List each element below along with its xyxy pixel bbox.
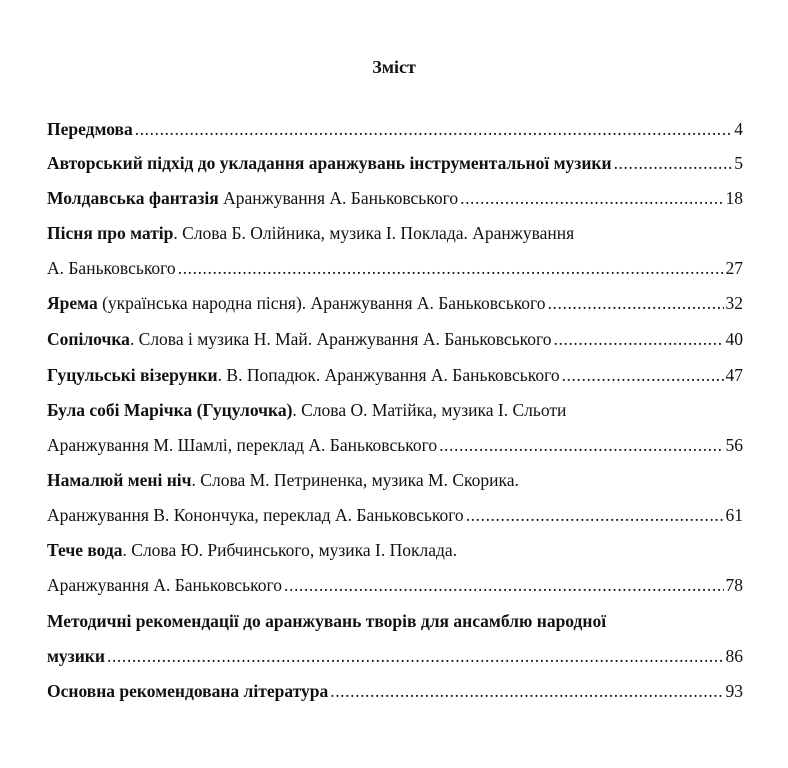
toc-page-number: 32 — [725, 293, 743, 313]
dot-leader — [439, 434, 723, 456]
toc-entry-title: Передмова — [47, 119, 133, 139]
toc-page-number: 61 — [725, 505, 743, 525]
toc-entry-11 — [47, 610, 743, 632]
toc-entry-1 — [47, 118, 743, 140]
toc-entry-10-cont — [47, 574, 743, 596]
toc-entry-title: Основна рекомендована література — [47, 681, 329, 701]
toc-entry-4 — [47, 222, 743, 244]
dot-leader — [284, 574, 724, 596]
dot-leader — [178, 257, 724, 279]
toc-page-number: 78 — [725, 575, 743, 595]
toc-page-number: 5 — [734, 153, 743, 173]
toc-entry-title: Гуцульські візерунки. В. Попадюк. Аранжування А. Баньковського — [47, 365, 560, 385]
toc-entry-continuation: А. Баньковського — [47, 258, 176, 278]
toc-entry-title: Була собі Марічка (Гуцулочка). Слова О. Матійка, музика І. Сльоти — [47, 400, 567, 420]
toc-entry-title: Намалюй мені ніч. Слова М. Петриненка, музика М. Скорика. — [47, 470, 519, 490]
toc-entry-title: Сопілочка. Слова і музика Н. Май. Аранжування А. Баньковського — [47, 329, 552, 349]
toc-entry-5 — [47, 292, 743, 314]
toc-page-number: 18 — [725, 188, 743, 208]
toc-page-number: 93 — [725, 681, 743, 701]
toc-entry-4-cont — [47, 257, 743, 279]
dot-leader — [135, 118, 733, 140]
toc-entry-title: Ярема (українська народна пісня). Аранжування А. Баньковського — [47, 293, 546, 313]
toc-entry-title: Методичні рекомендації до аранжувань творів для ансамблю народної — [47, 611, 607, 631]
dot-leader — [107, 645, 724, 667]
dot-leader — [614, 152, 733, 174]
page-title: Зміст — [372, 57, 416, 77]
toc-entry-10 — [47, 539, 743, 561]
toc-entry-6 — [47, 328, 743, 350]
dot-leader — [562, 364, 724, 386]
toc-entry-title: Пісня про матір. Слова Б. Олійника, музика І. Поклада. Аранжування — [47, 223, 575, 243]
toc-page-number: 27 — [725, 258, 743, 278]
toc-entry-continuation: Аранжування В. Конончука, переклад А. Баньковського — [47, 505, 464, 525]
toc-entry-9-cont — [47, 504, 743, 526]
toc-entry-11-cont — [47, 645, 743, 667]
toc-entry-continuation: Аранжування А. Баньковського — [47, 575, 282, 595]
toc-entry-7 — [47, 364, 743, 386]
toc-entry-9 — [47, 469, 743, 491]
toc-entry-continuation: музики — [47, 646, 105, 666]
toc-page-number: 40 — [725, 329, 743, 349]
toc-page-number: 86 — [725, 646, 743, 666]
dot-leader — [330, 680, 723, 702]
toc-entry-title: Тече вода. Слова Ю. Рибчинського, музика І. Поклада. — [47, 540, 458, 560]
dot-leader — [466, 504, 724, 526]
toc-page-number: 47 — [725, 365, 743, 385]
toc-page-number: 56 — [725, 435, 743, 455]
toc-entry-2 — [47, 152, 743, 174]
toc-entry-title: Молдавська фантазія Аранжування А. Баньковського — [47, 188, 459, 208]
dot-leader — [554, 328, 724, 350]
toc-entry-8 — [47, 399, 743, 421]
toc-entry-8-cont — [47, 434, 743, 456]
toc-entry-12 — [47, 680, 743, 702]
dot-leader — [548, 292, 724, 314]
toc-entry-title: Авторський підхід до укладання аранжувань інструментальної музики — [47, 153, 612, 173]
toc-entry-3 — [47, 187, 743, 209]
toc-entry-continuation: Аранжування М. Шамлі, переклад А. Баньковського — [47, 435, 438, 455]
dot-leader — [460, 187, 723, 209]
toc-page-number: 4 — [734, 119, 743, 139]
